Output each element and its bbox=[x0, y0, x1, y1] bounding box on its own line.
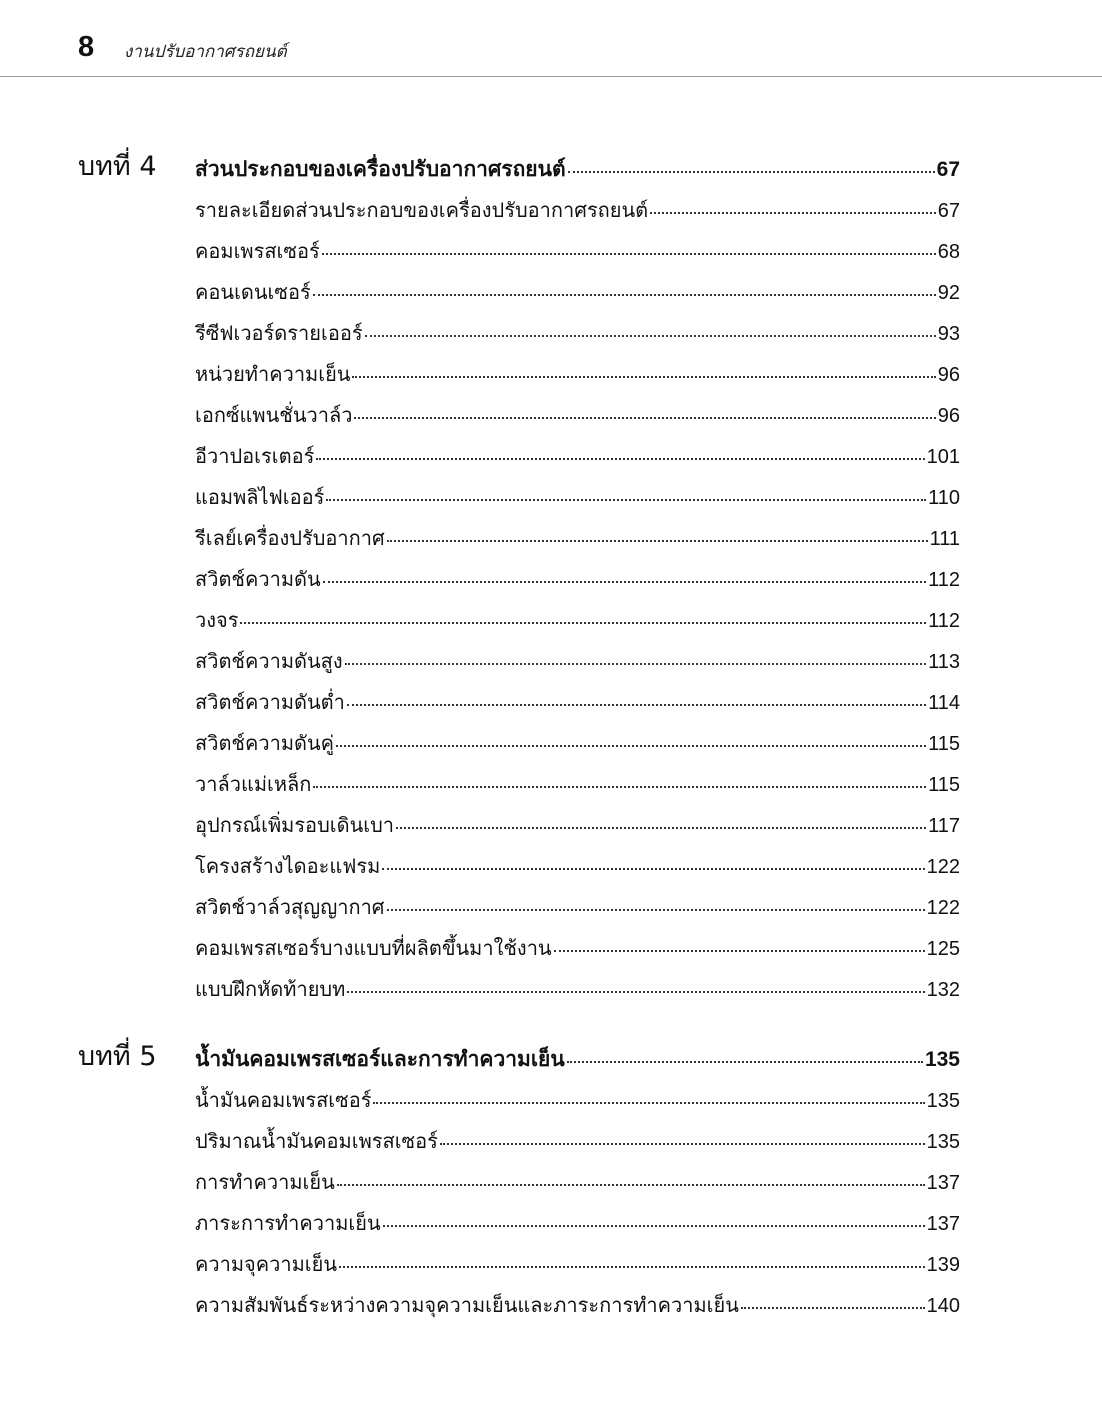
toc-entry[interactable] bbox=[195, 728, 960, 758]
dot-leader bbox=[354, 417, 935, 419]
dot-leader bbox=[383, 1225, 925, 1227]
chapter-title: น้ำมันคอมเพรสเซอร์และการทำความเย็น bbox=[195, 1047, 565, 1071]
dot-leader bbox=[240, 622, 926, 624]
entry-title: ความสัมพันธ์ระหว่างความจุความเย็นและภาระการทำความเย็น bbox=[195, 1293, 739, 1317]
entry-title: แอมพลิไฟเออร์ bbox=[195, 485, 325, 509]
entry-page-number: 96 bbox=[937, 364, 960, 386]
toc-entry[interactable] bbox=[195, 1290, 960, 1320]
toc-entry[interactable] bbox=[195, 892, 960, 922]
toc-entry[interactable] bbox=[195, 318, 960, 348]
dot-leader bbox=[396, 827, 926, 829]
entry-page-number: 93 bbox=[937, 323, 960, 345]
toc-entry[interactable] bbox=[195, 441, 960, 471]
toc-entry[interactable] bbox=[195, 1249, 960, 1279]
toc-entry[interactable] bbox=[195, 1126, 960, 1156]
entry-title: สวิตช์วาล์วสุญญากาศ bbox=[195, 895, 385, 919]
entry-page-number: 112 bbox=[928, 569, 960, 591]
dot-leader bbox=[322, 253, 936, 255]
dot-leader bbox=[337, 1184, 925, 1186]
toc-entry[interactable] bbox=[195, 1208, 960, 1238]
entry-page-number: 132 bbox=[926, 979, 960, 1001]
entry-page-number: 115 bbox=[928, 774, 960, 796]
dot-leader bbox=[316, 458, 924, 460]
dot-leader bbox=[345, 663, 926, 665]
chapter-label: บทที่ 5 bbox=[78, 1041, 157, 1072]
running-book-title: งานปรับอากาศรถยนต์ bbox=[124, 42, 287, 62]
dot-leader bbox=[387, 909, 925, 911]
entry-page-number: 140 bbox=[926, 1295, 960, 1317]
dot-leader bbox=[365, 335, 936, 337]
dot-leader bbox=[382, 868, 924, 870]
entry-page-number: 101 bbox=[926, 446, 960, 468]
entry-page-number: 110 bbox=[928, 487, 960, 509]
toc-entry[interactable] bbox=[195, 769, 960, 799]
dot-leader bbox=[326, 499, 926, 501]
entry-title: หน่วยทำความเย็น bbox=[195, 362, 351, 386]
dot-leader bbox=[336, 745, 926, 747]
entry-title: คอนเดนเซอร์ bbox=[195, 280, 311, 304]
entry-page-number: 67 bbox=[937, 200, 960, 222]
dot-leader bbox=[339, 1266, 925, 1268]
entry-title: รีเลย์เครื่องปรับอากาศ bbox=[195, 526, 385, 550]
toc-entry[interactable] bbox=[195, 933, 960, 963]
toc-entry[interactable] bbox=[195, 277, 960, 307]
entry-title: ปริมาณน้ำมันคอมเพรสเซอร์ bbox=[195, 1129, 438, 1153]
entry-title: สวิตช์ความดันสูง bbox=[195, 649, 343, 673]
chapter-page-number: 67 bbox=[936, 158, 960, 181]
entry-page-number: 96 bbox=[937, 405, 960, 427]
entry-title: อุปกรณ์เพิ่มรอบเดินเบา bbox=[195, 813, 395, 837]
entry-title: รายละเอียดส่วนประกอบของเครื่องปรับอากาศรถยนต์ bbox=[195, 198, 649, 222]
toc-entry[interactable] bbox=[195, 359, 960, 389]
toc-entry[interactable] bbox=[195, 646, 960, 676]
entry-page-number: 68 bbox=[937, 241, 960, 263]
entry-title: ภาระการทำความเย็น bbox=[195, 1211, 381, 1235]
entry-title: เอกซ์แพนชั่นวาล์ว bbox=[195, 403, 353, 427]
dot-leader bbox=[352, 376, 935, 378]
toc-entry[interactable] bbox=[195, 687, 960, 717]
dot-leader bbox=[554, 950, 925, 952]
dot-leader bbox=[323, 581, 926, 583]
entry-page-number: 122 bbox=[926, 856, 960, 878]
toc-entry[interactable] bbox=[195, 482, 960, 512]
toc-entry[interactable] bbox=[195, 564, 960, 594]
entry-page-number: 135 bbox=[926, 1131, 960, 1153]
chapter-title-row[interactable] bbox=[195, 1044, 960, 1074]
dot-leader bbox=[650, 212, 936, 214]
chapter-label: บทที่ 4 bbox=[78, 151, 157, 182]
entry-page-number: 117 bbox=[928, 815, 960, 837]
toc-entry[interactable] bbox=[195, 851, 960, 881]
entry-title: การทำความเย็น bbox=[195, 1170, 335, 1194]
entry-page-number: 113 bbox=[928, 651, 960, 673]
entry-page-number: 114 bbox=[928, 692, 960, 714]
dot-leader bbox=[313, 294, 936, 296]
page-header bbox=[0, 0, 1102, 77]
dot-leader bbox=[387, 540, 928, 542]
entry-title: โครงสร้างไดอะแฟรม bbox=[195, 854, 381, 878]
toc-entry[interactable] bbox=[195, 810, 960, 840]
dot-leader bbox=[568, 171, 935, 173]
dot-leader bbox=[347, 704, 926, 706]
toc-entry[interactable] bbox=[195, 1167, 960, 1197]
entry-title: สวิตช์ความดันคู่ bbox=[195, 731, 335, 755]
toc-entry[interactable] bbox=[195, 974, 960, 1004]
entry-page-number: 139 bbox=[926, 1254, 960, 1276]
dot-leader bbox=[440, 1143, 925, 1145]
entry-title: รีซีฟเวอร์ดรายเออร์ bbox=[195, 321, 363, 345]
entry-title: สวิตช์ความดันต่ำ bbox=[195, 690, 345, 714]
entry-title: น้ำมันคอมเพรสเซอร์ bbox=[195, 1088, 372, 1112]
entry-page-number: 115 bbox=[928, 733, 960, 755]
entry-page-number: 92 bbox=[937, 282, 960, 304]
chapter-page-number: 135 bbox=[924, 1048, 960, 1071]
dot-leader bbox=[373, 1102, 924, 1104]
entry-page-number: 137 bbox=[926, 1213, 960, 1235]
entry-page-number: 112 bbox=[928, 610, 960, 632]
entry-title: คอมเพรสเซอร์ bbox=[195, 239, 320, 263]
dot-leader bbox=[741, 1307, 925, 1309]
entry-title: แบบฝึกหัดท้ายบท bbox=[195, 977, 346, 1001]
entry-title: วงจร bbox=[195, 608, 239, 632]
entry-page-number: 135 bbox=[926, 1090, 960, 1112]
entry-title: วาล์วแม่เหล็ก bbox=[195, 772, 312, 796]
page-number: 8 bbox=[78, 31, 95, 63]
toc-entry[interactable] bbox=[195, 195, 960, 225]
chapter-title-row[interactable] bbox=[195, 154, 960, 184]
entry-page-number: 125 bbox=[926, 938, 960, 960]
entry-title: ความจุความเย็น bbox=[195, 1252, 337, 1276]
entry-page-number: 111 bbox=[929, 528, 960, 550]
toc-entry[interactable] bbox=[195, 236, 960, 266]
entry-page-number: 137 bbox=[926, 1172, 960, 1194]
toc-entry[interactable] bbox=[195, 605, 960, 635]
toc-entry[interactable] bbox=[195, 523, 960, 553]
entry-title: อีวาปอเรเตอร์ bbox=[195, 444, 315, 468]
entry-page-number: 122 bbox=[926, 897, 960, 919]
chapter-title: ส่วนประกอบของเครื่องปรับอากาศรถยนต์ bbox=[195, 157, 566, 181]
toc-entry[interactable] bbox=[195, 400, 960, 430]
entry-title: คอมเพรสเซอร์บางแบบที่ผลิตขึ้นมาใช้งาน bbox=[195, 936, 552, 960]
dot-leader bbox=[347, 991, 924, 993]
dot-leader bbox=[313, 786, 926, 788]
dot-leader bbox=[567, 1061, 923, 1063]
toc-entry[interactable] bbox=[195, 1085, 960, 1115]
entry-title: สวิตช์ความดัน bbox=[195, 567, 321, 591]
